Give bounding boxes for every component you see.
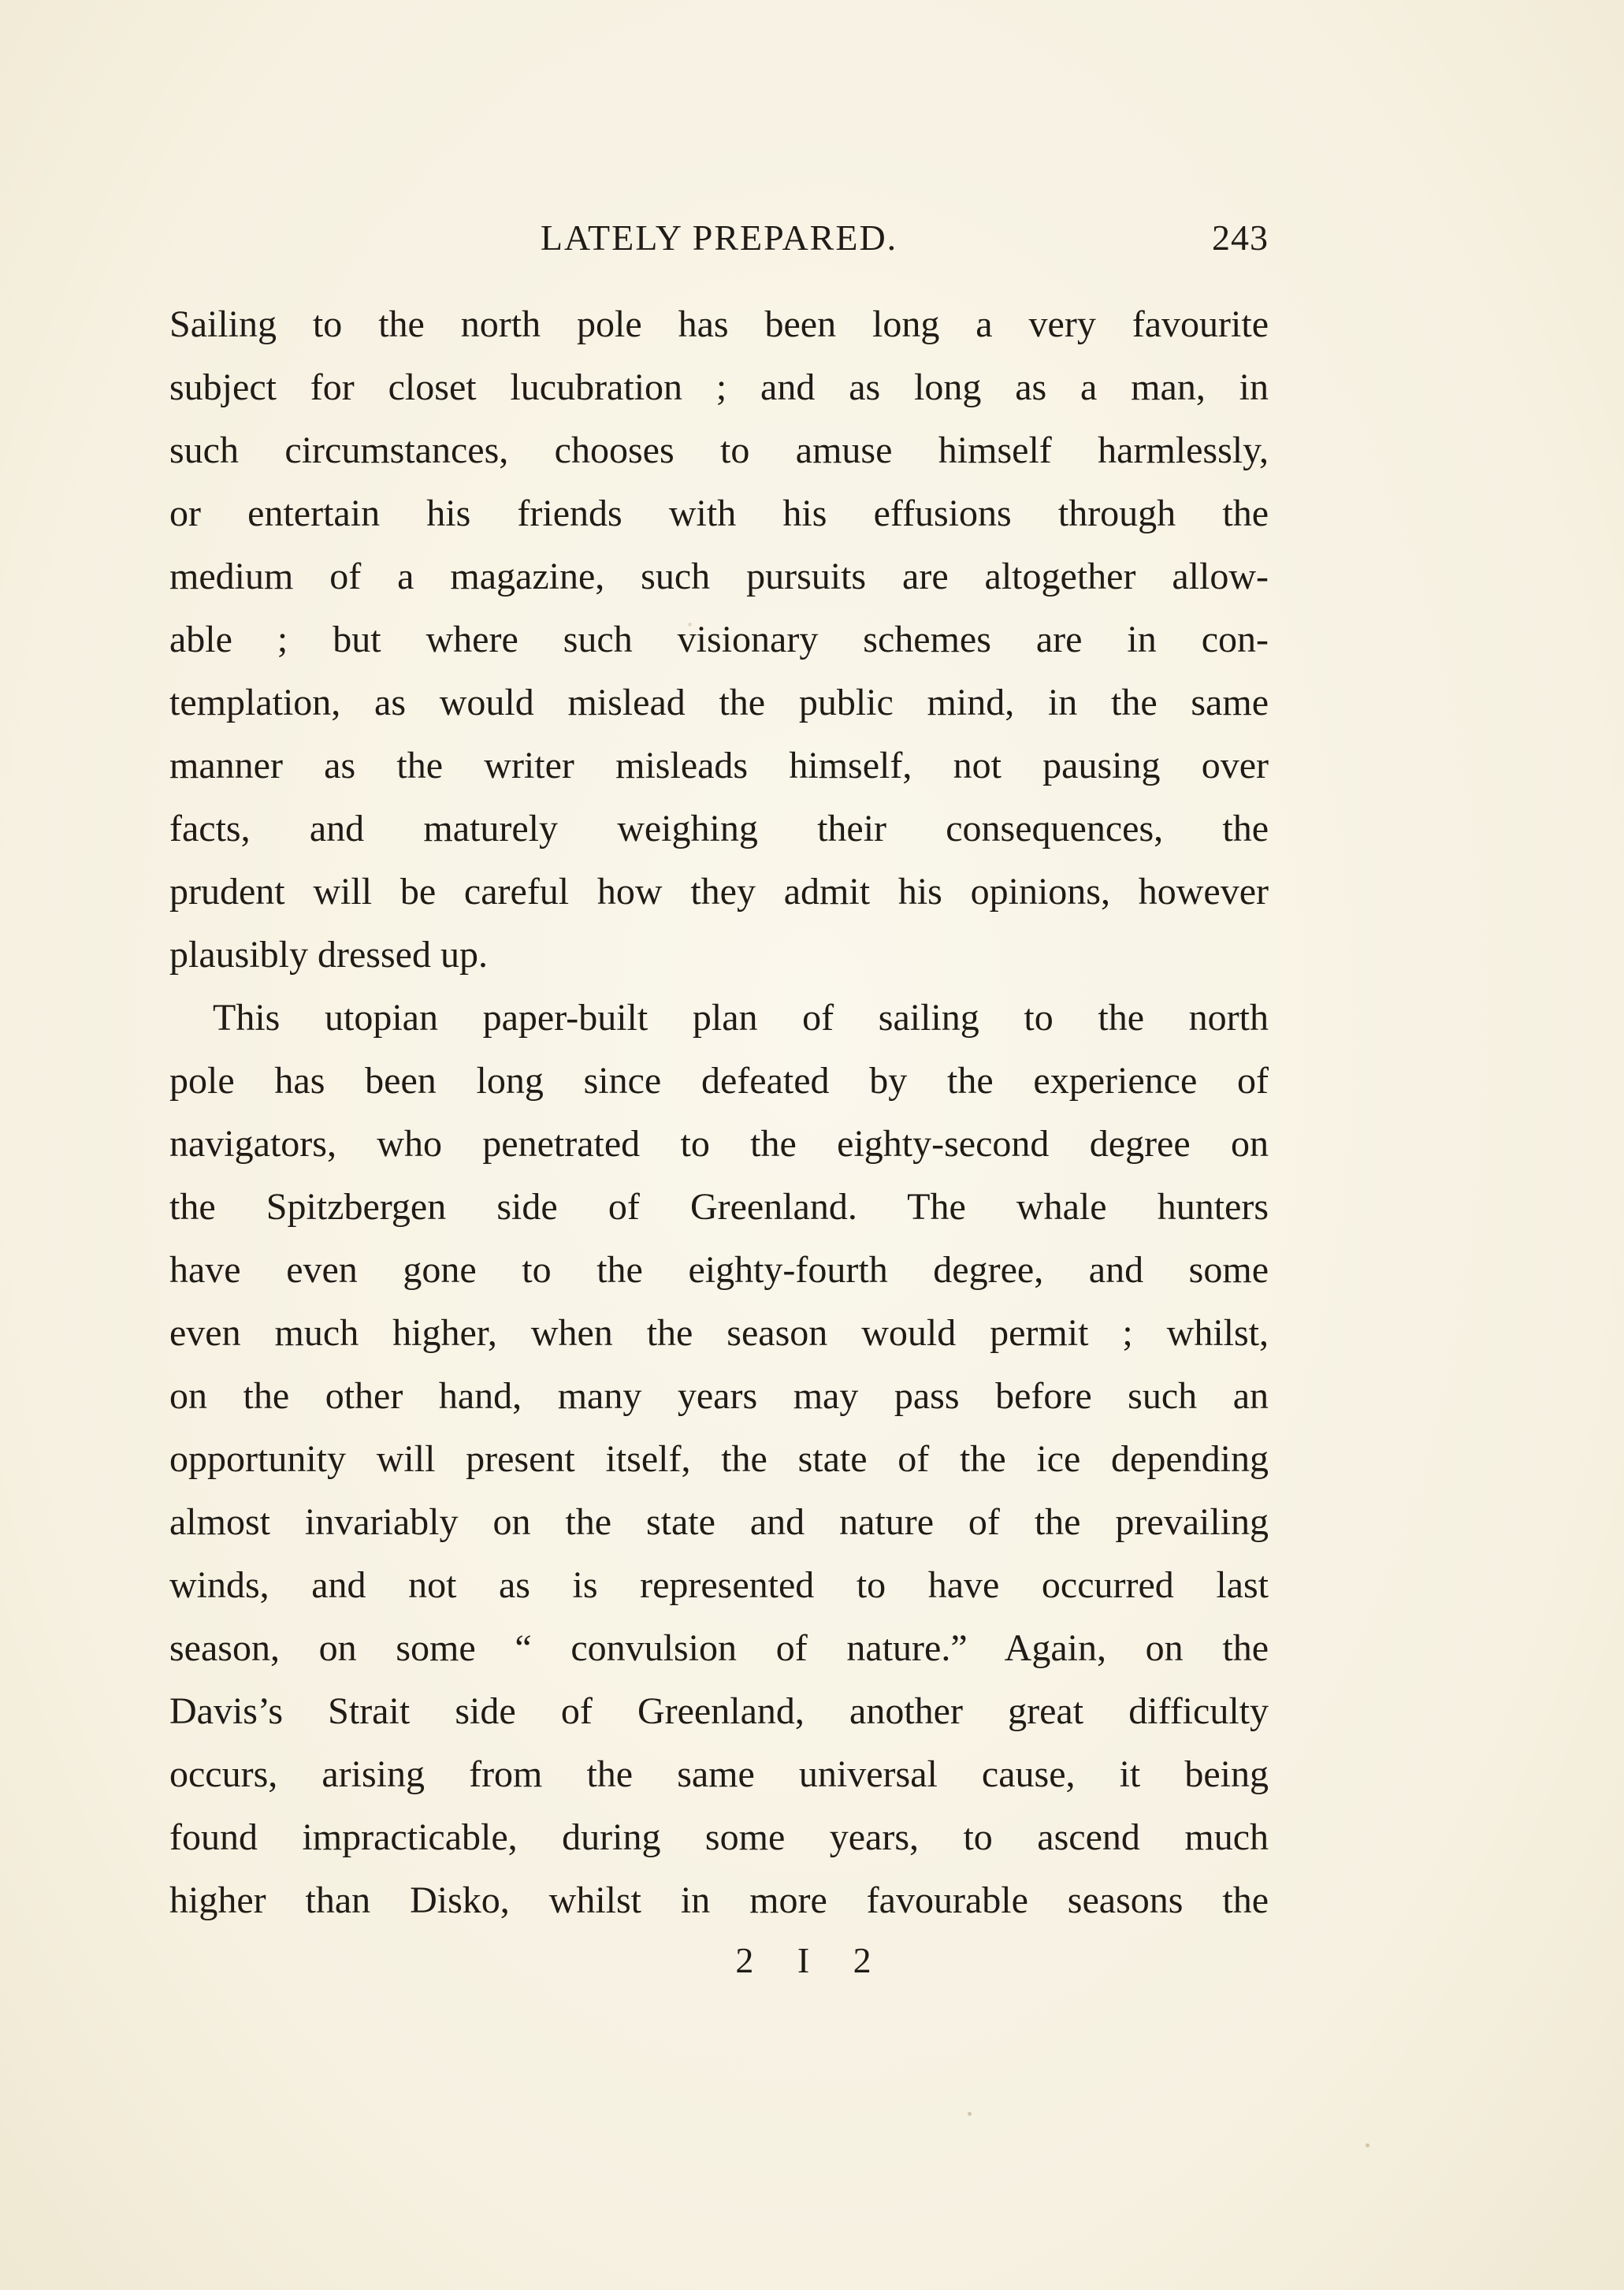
paper-speck	[1366, 2143, 1369, 2147]
text-line: almost invariably on the state and nature of the prevailing	[169, 1501, 1269, 1543]
text-line: medium of a magazine, such pursuits are altogether allow-	[169, 556, 1269, 597]
paragraph-2	[169, 987, 1269, 1932]
text-line: pole has been long since defeated by the experience of	[169, 1060, 1269, 1102]
text-line: even much higher, when the season would permit ; whilst,	[169, 1312, 1269, 1354]
text-line: templation, as would mislead the public mind, in the same	[169, 682, 1269, 723]
text-line: able ; but where such visionary schemes are in con-	[169, 619, 1269, 660]
text-line: opportunity will present itself, the state of the ice depending	[169, 1438, 1269, 1480]
text-line: plausibly dressed up.	[169, 934, 488, 976]
page-number: 243	[1212, 217, 1269, 258]
text-line: such circumstances, chooses to amuse himself harmlessly,	[169, 429, 1269, 471]
text-line: manner as the writer misleads himself, not pausing over	[169, 745, 1269, 786]
running-title: LATELY PREPARED.	[540, 217, 898, 258]
text-line: winds, and not as is represented to have occurred last	[169, 1564, 1269, 1606]
body-text	[169, 293, 1269, 1932]
paper-speck	[688, 623, 692, 626]
text-line: prudent will be careful how they admit his opinions, however	[169, 871, 1269, 913]
text-line: have even gone to the eighty-fourth degree, and some	[169, 1249, 1269, 1291]
paper-speck	[968, 2112, 972, 2116]
paragraph-1	[169, 293, 1269, 987]
signature-mark: 2 I 2	[735, 1940, 889, 1980]
text-line: facts, and maturely weighing their consequences, the	[169, 808, 1269, 849]
text-line: the Spitzbergen side of Greenland. The whale hunters	[169, 1186, 1269, 1228]
running-head	[169, 214, 1269, 262]
text-line: occurs, arising from the same universal cause, it being	[169, 1753, 1269, 1795]
text-line: higher than Disko, whilst in more favourable seasons the	[169, 1879, 1269, 1921]
text-line: season, on some “ convulsion of nature.” Again, on the	[169, 1627, 1269, 1669]
text-line: Sailing to the north pole has been long a very favourite	[169, 303, 1269, 345]
text-line: found impracticable, during some years, to ascend much	[169, 1816, 1269, 1858]
text-line: Davis’s Strait side of Greenland, another great difficulty	[169, 1690, 1269, 1732]
text-line: navigators, who penetrated to the eighty-second degree on	[169, 1123, 1269, 1165]
text-line: or entertain his friends with his effusions through the	[169, 493, 1269, 534]
text-line: on the other hand, many years may pass before such an	[169, 1375, 1269, 1417]
text-line: subject for closet lucubration ; and as long as a man, in	[169, 366, 1269, 408]
text-line: This utopian paper-built plan of sailing to the north	[213, 997, 1269, 1039]
